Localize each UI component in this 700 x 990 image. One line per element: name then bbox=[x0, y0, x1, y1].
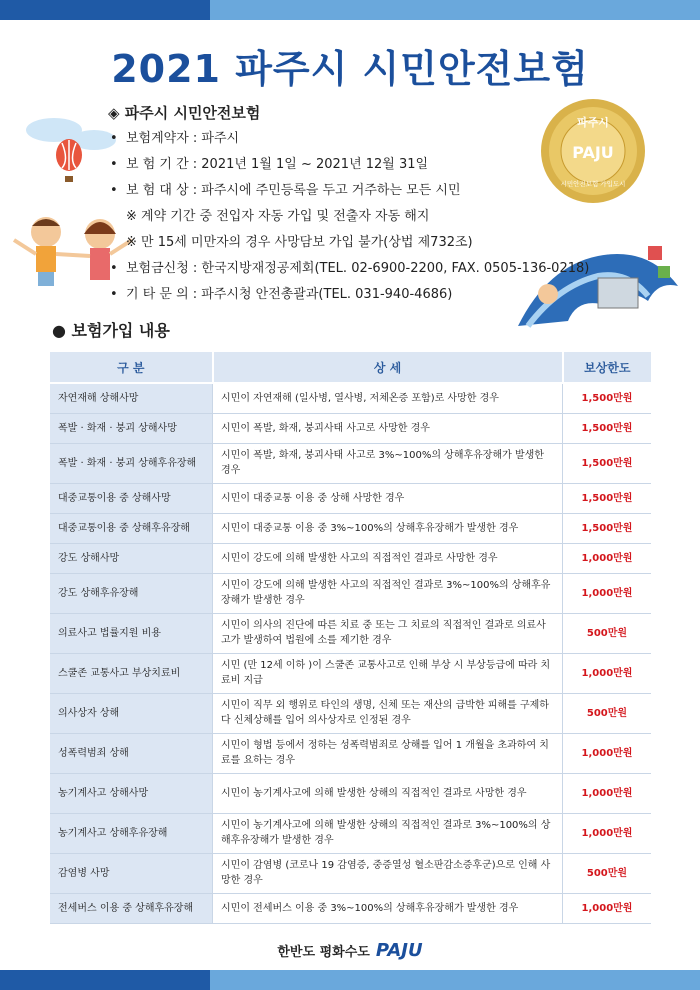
bottom-bar-light bbox=[210, 970, 700, 990]
row-amount: 500만원 bbox=[563, 693, 652, 733]
info-row: • 보험계약자 : 파주시 bbox=[110, 131, 240, 146]
info-row: • 보 험 기 간 : 2021년 1월 1일 ~ 2021년 12월 31일 bbox=[110, 157, 429, 172]
row-category: 스쿨존 교통사고 부상치료비 bbox=[50, 653, 213, 693]
seal-ring-text: 시민안전보험 가입도시 bbox=[560, 180, 626, 188]
row-amount: 1,000만원 bbox=[563, 543, 652, 573]
row-detail: 시민이 강도에 의해 발생한 사고의 직접적인 결과로 사망한 경우 bbox=[213, 543, 563, 573]
info-heading: ◈ 파주시 시민안전보험 bbox=[108, 104, 261, 122]
header-amount: 보상한도 bbox=[563, 352, 652, 383]
row-detail: 시민이 자연재해 (일사병, 열사병, 저체온증 포함)로 사망한 경우 bbox=[213, 383, 563, 413]
info-row: • 기 타 문 의 : 파주시청 안전총괄과(TEL. 031-940-4686) bbox=[110, 287, 453, 302]
row-amount: 1,000만원 bbox=[563, 733, 652, 773]
table-row bbox=[50, 613, 651, 653]
row-category: 강도 상해후유장해 bbox=[50, 573, 213, 613]
row-amount: 1,500만원 bbox=[563, 513, 652, 543]
header-detail: 상 세 bbox=[213, 352, 563, 383]
row-detail: 시민이 강도에 의해 발생한 사고의 직접적인 결과로 3%~100%의 상해후유장해가 발생한 경우 bbox=[213, 573, 563, 613]
table-row bbox=[50, 853, 651, 893]
row-detail: 시민이 대중교통 이용 중 3%~100%의 상해후유장해가 발생한 경우 bbox=[213, 513, 563, 543]
row-category: 의사상자 상해 bbox=[50, 693, 213, 733]
row-detail: 시민이 폭발, 화재, 붕괴사태 사고로 사망한 경우 bbox=[213, 413, 563, 443]
info-row: • 보험금신청 : 한국지방재정공제회(TEL. 02-6900-2200, FAX. 0505-136-0218) bbox=[110, 261, 590, 276]
row-category: 강도 상해사망 bbox=[50, 543, 213, 573]
footer bbox=[0, 940, 700, 961]
row-category: 농기계사고 상해사망 bbox=[50, 773, 213, 813]
row-detail: 시민이 농기계사고에 의해 발생한 상해의 직접적인 결과로 3%~100%의 상해후유장해가 발생한 경우 bbox=[213, 813, 563, 853]
row-category: 의료사고 법률지원 비용 bbox=[50, 613, 213, 653]
row-amount: 500만원 bbox=[563, 613, 652, 653]
row-category: 감염병 사망 bbox=[50, 853, 213, 893]
row-amount: 1,500만원 bbox=[563, 383, 652, 413]
table-row bbox=[50, 543, 651, 573]
table-row bbox=[50, 693, 651, 733]
row-amount: 1,000만원 bbox=[563, 653, 652, 693]
table-row bbox=[50, 893, 651, 923]
row-detail: 시민이 의사의 진단에 따른 치료 중 또는 그 치료의 직접적인 결과로 의료사고가 발생하여 법원에 소를 제기한 경우 bbox=[213, 613, 563, 653]
row-detail: 시민 (만 12세 이하 )이 스쿨존 교통사고로 인해 부상 시 부상등급에 따라 치료비 지급 bbox=[213, 653, 563, 693]
row-category: 대중교통이용 중 상해후유장해 bbox=[50, 513, 213, 543]
row-detail: 시민이 직무 외 행위로 타인의 생명, 신체 또는 재산의 급박한 피해를 구제하다 신체상해를 입어 의사상자로 인정된 경우 bbox=[213, 693, 563, 733]
row-category: 폭발 · 화재 · 붕괴 상해사망 bbox=[50, 413, 213, 443]
table-row bbox=[50, 733, 651, 773]
row-detail: 시민이 농기계사고에 의해 발생한 상해의 직접적인 결과로 사망한 경우 bbox=[213, 773, 563, 813]
top-bar-dark bbox=[0, 0, 210, 20]
row-category: 자연재해 상해사망 bbox=[50, 383, 213, 413]
coverage-table bbox=[50, 352, 651, 924]
table-row bbox=[50, 653, 651, 693]
table-row bbox=[50, 573, 651, 613]
row-amount: 1,000만원 bbox=[563, 813, 652, 853]
bottom-bar-dark bbox=[0, 970, 210, 990]
row-amount: 1,000만원 bbox=[563, 573, 652, 613]
section-title: ● 보험가입 내용 bbox=[52, 321, 170, 340]
row-amount: 500만원 bbox=[563, 853, 652, 893]
table-row bbox=[50, 513, 651, 543]
page-title: 2021 파주시 시민안전보험 bbox=[111, 47, 589, 91]
row-amount: 1,000만원 bbox=[563, 773, 652, 813]
info-note: ※ 만 15세 미만자의 경우 사망담보 가입 불가(상법 제732조) bbox=[126, 235, 473, 250]
row-category: 대중교통이용 중 상해사망 bbox=[50, 483, 213, 513]
info-note: ※ 계약 기간 중 전입자 자동 가입 및 전출자 자동 해지 bbox=[126, 209, 430, 224]
table-row bbox=[50, 413, 651, 443]
seal-center-text: PAJU bbox=[572, 143, 614, 162]
row-category: 전세버스 이용 중 상해후유장해 bbox=[50, 893, 213, 923]
row-amount: 1,000만원 bbox=[563, 893, 652, 923]
row-detail: 시민이 전세버스 이용 중 3%~100%의 상해후유장해가 발생한 경우 bbox=[213, 893, 563, 923]
seal-top-text: 파주시 bbox=[577, 116, 609, 129]
row-detail: 시민이 대중교통 이용 중 상해 사망한 경우 bbox=[213, 483, 563, 513]
row-detail: 시민이 감염병 (코로나 19 감염증, 중증열성 혈소판감소증후군)으로 인해 사망한 경우 bbox=[213, 853, 563, 893]
row-detail: 시민이 폭발, 화재, 붕괴사태 사고로 3%~100%의 상해후유장해가 발생한 경우 bbox=[213, 443, 563, 483]
row-category: 폭발 · 화재 · 붕괴 상해후유장해 bbox=[50, 443, 213, 483]
table-row bbox=[50, 813, 651, 853]
row-amount: 1,500만원 bbox=[563, 413, 652, 443]
footer-slogan: 한반도 평화수도 bbox=[277, 945, 370, 960]
table-row bbox=[50, 773, 651, 813]
row-amount: 1,500만원 bbox=[563, 443, 652, 483]
insurance-info bbox=[110, 100, 589, 308]
table-row bbox=[50, 483, 651, 513]
top-bar-light bbox=[210, 0, 700, 20]
header-category: 구 분 bbox=[50, 352, 213, 383]
table-header-row bbox=[50, 352, 651, 383]
row-category: 성폭력범죄 상해 bbox=[50, 733, 213, 773]
info-row: • 보 험 대 상 : 파주시에 주민등록을 두고 거주하는 모든 시민 bbox=[110, 183, 461, 198]
table-row bbox=[50, 383, 651, 413]
row-category: 농기계사고 상해후유장해 bbox=[50, 813, 213, 853]
table-row bbox=[50, 443, 651, 483]
paju-logo: PAJU bbox=[375, 940, 423, 961]
row-detail: 시민이 형법 등에서 정하는 성폭력범죄로 상해를 입어 1 개월을 초과하여 치료를 요하는 경우 bbox=[213, 733, 563, 773]
row-amount: 1,500만원 bbox=[563, 483, 652, 513]
